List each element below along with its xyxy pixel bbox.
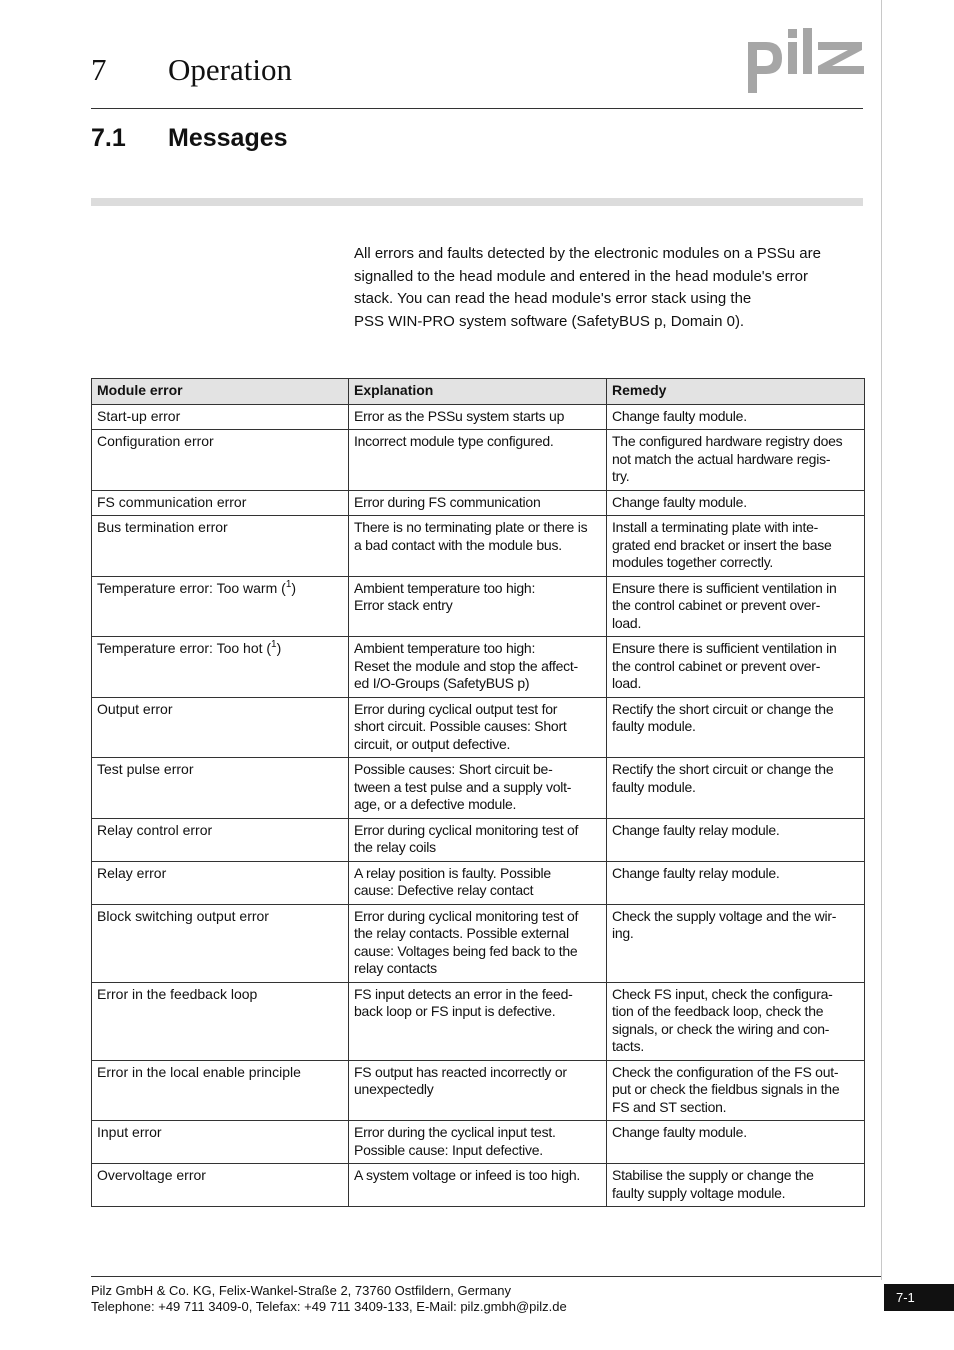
module-error-suffix: ) bbox=[291, 579, 297, 596]
cell-explanation bbox=[349, 430, 607, 491]
cell-remedy bbox=[607, 404, 865, 430]
explanation-line: Incorrect module type configured. bbox=[354, 433, 554, 449]
table-row bbox=[92, 1060, 865, 1121]
remedy-line: signals, or check the wiring and con- bbox=[612, 1020, 830, 1037]
module-error-text bbox=[97, 822, 343, 840]
cell-explanation bbox=[349, 490, 607, 516]
module-error-label: Output error bbox=[97, 700, 173, 717]
module-error-text bbox=[97, 865, 343, 883]
remedy-line: not match the actual hardware regis- bbox=[612, 450, 831, 467]
remedy-line: the control cabinet or prevent over- bbox=[612, 597, 821, 613]
explanation-line: FS input detects an error in the feed- bbox=[354, 985, 573, 1002]
remedy-line: try. bbox=[612, 468, 630, 484]
remedy-line: Change faulty module. bbox=[612, 493, 747, 510]
module-error-text bbox=[97, 1167, 343, 1185]
remedy-line: Change faulty module. bbox=[612, 407, 747, 424]
explanation-line: Error during cyclical monitoring test of bbox=[354, 907, 579, 924]
cell-explanation bbox=[349, 861, 607, 904]
intro-line: signalled to the head module and entered in the head module's error bbox=[354, 267, 809, 285]
module-error-label: Configuration error bbox=[97, 433, 214, 449]
remedy-line: Change faulty relay module. bbox=[612, 821, 780, 838]
table-row bbox=[92, 1164, 865, 1207]
intro-paragraph bbox=[354, 243, 864, 333]
cell-remedy bbox=[607, 818, 865, 861]
footer-contact-line: Telephone: +49 711 3409-0, Telefax: +49 711 3409-133, E-Mail: pilz.gmbh@pilz.de bbox=[91, 1299, 567, 1314]
intro-line: All errors and faults detected by the electronic modules on a PSSu are bbox=[354, 245, 821, 262]
remedy-line: Change faulty relay module. bbox=[612, 864, 780, 881]
module-error-label: Relay error bbox=[97, 864, 167, 881]
table-row bbox=[92, 404, 865, 430]
table-row bbox=[92, 516, 865, 577]
cell-module-error bbox=[92, 404, 349, 430]
pilz-logo bbox=[748, 28, 866, 96]
page-right-border bbox=[881, 0, 882, 1280]
footer-company-line: Pilz GmbH & Co. KG, Felix-Wankel-Straße 2, 73760 Ostfildern, Germany bbox=[91, 1283, 511, 1298]
explanation-line: Error during cyclical monitoring test of bbox=[354, 821, 579, 838]
remedy-line: Rectify the short circuit or change the bbox=[612, 761, 834, 777]
module-error-text bbox=[97, 433, 343, 451]
cell-explanation bbox=[349, 982, 607, 1060]
remedy-line: Stabilise the supply or change the bbox=[612, 1167, 814, 1183]
footer-address bbox=[91, 1283, 567, 1315]
remedy-line: Check FS input, check the configura- bbox=[612, 985, 833, 1002]
module-error-label: Block switching output error bbox=[97, 907, 269, 924]
module-error-text bbox=[97, 494, 343, 512]
table-row bbox=[92, 818, 865, 861]
cell-module-error bbox=[92, 982, 349, 1060]
header-remedy: Remedy bbox=[607, 379, 865, 405]
explanation-line: back loop or FS input is defective. bbox=[354, 1003, 556, 1019]
explanation-line: unexpectedly bbox=[354, 1081, 434, 1097]
remedy-line: Rectify the short circuit or change the bbox=[612, 700, 834, 717]
module-error-text bbox=[97, 640, 343, 658]
footnote-marker: 1 bbox=[285, 578, 292, 590]
remedy-line: Install a terminating plate with inte- bbox=[612, 519, 819, 535]
cell-explanation bbox=[349, 697, 607, 758]
table-row bbox=[92, 758, 865, 819]
cell-explanation bbox=[349, 904, 607, 982]
remedy-line: ing. bbox=[612, 925, 634, 941]
cell-module-error bbox=[92, 818, 349, 861]
module-error-label: Bus termination error bbox=[97, 519, 228, 535]
remedy-line: load. bbox=[612, 614, 642, 631]
table-row bbox=[92, 861, 865, 904]
explanation-line: circuit, or output defective. bbox=[354, 735, 511, 752]
cell-module-error bbox=[92, 637, 349, 698]
remedy-line: Change faulty module. bbox=[612, 1124, 747, 1140]
explanation-line: There is no terminating plate or there is bbox=[354, 519, 588, 535]
explanation-line: Error stack entry bbox=[354, 597, 453, 613]
explanation-line: Ambient temperature too high: bbox=[354, 640, 536, 656]
cell-remedy bbox=[607, 516, 865, 577]
remedy-line: faulty module. bbox=[612, 778, 696, 795]
footnote-marker: 1 bbox=[271, 639, 277, 650]
module-error-text bbox=[97, 761, 343, 779]
module-error-label: Error in the feedback loop bbox=[97, 985, 258, 1002]
cell-explanation bbox=[349, 1121, 607, 1164]
chapter-title: Operation bbox=[168, 52, 292, 87]
module-error-label: Overvoltage error bbox=[97, 1167, 206, 1183]
cell-explanation bbox=[349, 516, 607, 577]
explanation-line: Reset the module and stop the affect- bbox=[354, 657, 578, 674]
explanation-line: Ambient temperature too high: bbox=[354, 579, 536, 596]
cell-remedy bbox=[607, 1121, 865, 1164]
cell-remedy bbox=[607, 904, 865, 982]
explanation-line: cause: Voltages being fed back to the bbox=[354, 942, 578, 959]
footer-rule bbox=[91, 1276, 881, 1277]
module-error-label: Test pulse error bbox=[97, 761, 194, 777]
cell-module-error bbox=[92, 490, 349, 516]
intro-line: stack. You can read the head module's error stack using the bbox=[354, 290, 752, 307]
cell-remedy bbox=[607, 1060, 865, 1121]
explanation-line: cause: Defective relay contact bbox=[354, 882, 534, 898]
cell-explanation bbox=[349, 1060, 607, 1121]
cell-module-error bbox=[92, 430, 349, 491]
cell-remedy bbox=[607, 490, 865, 516]
remedy-line: FS and ST section. bbox=[612, 1098, 727, 1115]
remedy-line: put or check the fieldbus signals in the bbox=[612, 1081, 840, 1097]
explanation-line: the relay contacts. Possible external bbox=[354, 925, 569, 941]
cell-module-error bbox=[92, 904, 349, 982]
cell-remedy bbox=[607, 1164, 865, 1207]
explanation-line: Error as the PSSu system starts up bbox=[354, 407, 565, 424]
table-row bbox=[92, 904, 865, 982]
explanation-line: A relay position is faulty. Possible bbox=[354, 864, 551, 881]
cell-explanation bbox=[349, 818, 607, 861]
explanation-line: Error during cyclical output test for bbox=[354, 700, 558, 717]
remedy-line: faulty module. bbox=[612, 718, 696, 734]
header-module-error: Module error bbox=[92, 379, 349, 405]
table-row bbox=[92, 1121, 865, 1164]
module-error-label: Temperature error: Too hot ( bbox=[97, 640, 272, 656]
explanation-line: age, or a defective module. bbox=[354, 796, 517, 812]
remedy-line: The configured hardware registry does bbox=[612, 433, 843, 449]
explanation-line: Error during the cyclical input test. bbox=[354, 1124, 556, 1140]
explanation-line: short circuit. Possible causes: Short bbox=[354, 718, 567, 734]
module-error-table bbox=[91, 378, 865, 1207]
cell-module-error bbox=[92, 697, 349, 758]
explanation-line: a bad contact with the module bus. bbox=[354, 536, 562, 553]
explanation-line: Error during FS communication bbox=[354, 493, 541, 510]
module-error-text bbox=[97, 1124, 343, 1142]
module-error-text bbox=[97, 986, 343, 1004]
section-title: Messages bbox=[168, 124, 288, 152]
cell-module-error bbox=[92, 861, 349, 904]
remedy-line: faulty supply voltage module. bbox=[612, 1184, 786, 1201]
module-error-text bbox=[97, 519, 343, 537]
table-row bbox=[92, 697, 865, 758]
cell-module-error bbox=[92, 1121, 349, 1164]
header-rule bbox=[91, 108, 863, 109]
section-number: 7.1 bbox=[91, 124, 126, 152]
explanation-line: Possible cause: Input defective. bbox=[354, 1141, 543, 1158]
remedy-line: modules together correctly. bbox=[612, 554, 774, 570]
module-error-label: Temperature error: Too warm ( bbox=[97, 579, 286, 596]
table-row bbox=[92, 637, 865, 698]
cell-module-error bbox=[92, 1164, 349, 1207]
explanation-line: A system voltage or infeed is too high. bbox=[354, 1167, 581, 1183]
module-error-label: Relay control error bbox=[97, 821, 213, 838]
cell-remedy bbox=[607, 697, 865, 758]
cell-remedy bbox=[607, 430, 865, 491]
cell-explanation bbox=[349, 576, 607, 637]
remedy-line: Ensure there is sufficient ventilation in bbox=[612, 640, 837, 656]
cell-explanation bbox=[349, 758, 607, 819]
page-number-box bbox=[884, 1284, 954, 1311]
explanation-line: relay contacts bbox=[354, 960, 437, 976]
cell-explanation bbox=[349, 404, 607, 430]
cell-module-error bbox=[92, 516, 349, 577]
remedy-line: Ensure there is sufficient ventilation in bbox=[612, 579, 837, 596]
module-error-text bbox=[97, 701, 343, 719]
explanation-line: the relay coils bbox=[354, 839, 436, 855]
remedy-line: load. bbox=[612, 675, 642, 691]
cell-explanation bbox=[349, 637, 607, 698]
module-error-text bbox=[97, 580, 343, 598]
remedy-line: Check the configuration of the FS out- bbox=[612, 1063, 839, 1080]
module-error-text bbox=[97, 1064, 343, 1082]
cell-remedy bbox=[607, 758, 865, 819]
cell-remedy bbox=[607, 637, 865, 698]
page-number: 7-1 bbox=[896, 1290, 915, 1305]
remedy-line: grated end bracket or insert the base bbox=[612, 536, 832, 553]
explanation-line: ed I/O-Groups (SafetyBUS p) bbox=[354, 675, 530, 691]
cell-remedy bbox=[607, 861, 865, 904]
module-error-label: FS communication error bbox=[97, 493, 247, 510]
cell-remedy bbox=[607, 576, 865, 637]
cell-explanation bbox=[349, 1164, 607, 1207]
module-error-text bbox=[97, 908, 343, 926]
cell-module-error bbox=[92, 758, 349, 819]
cell-module-error bbox=[92, 576, 349, 637]
cell-module-error bbox=[92, 1060, 349, 1121]
explanation-line: tween a test pulse and a supply volt- bbox=[354, 778, 572, 795]
module-error-label: Input error bbox=[97, 1124, 162, 1140]
module-error-label: Error in the local enable principle bbox=[97, 1063, 301, 1080]
table-row bbox=[92, 982, 865, 1060]
chapter-number: 7 bbox=[91, 52, 107, 87]
table-header-row bbox=[92, 379, 865, 405]
table-row bbox=[92, 576, 865, 637]
remedy-line: Check the supply voltage and the wir- bbox=[612, 907, 837, 924]
module-error-suffix: ) bbox=[276, 640, 282, 656]
module-error-text bbox=[97, 408, 343, 426]
table-row bbox=[92, 490, 865, 516]
section-divider-bar bbox=[91, 198, 863, 206]
remedy-line: the control cabinet or prevent over- bbox=[612, 657, 821, 674]
cell-remedy bbox=[607, 982, 865, 1060]
remedy-line: tion of the feedback loop, check the bbox=[612, 1003, 824, 1019]
table-row bbox=[92, 430, 865, 491]
intro-line: PSS WIN-PRO system software (SafetyBUS p, Domain 0). bbox=[354, 312, 745, 330]
header-explanation: Explanation bbox=[349, 379, 607, 405]
module-error-label: Start-up error bbox=[97, 407, 181, 424]
explanation-line: Possible causes: Short circuit be- bbox=[354, 761, 553, 777]
explanation-line: FS output has reacted incorrectly or bbox=[354, 1063, 567, 1080]
remedy-line: tacts. bbox=[612, 1038, 644, 1054]
